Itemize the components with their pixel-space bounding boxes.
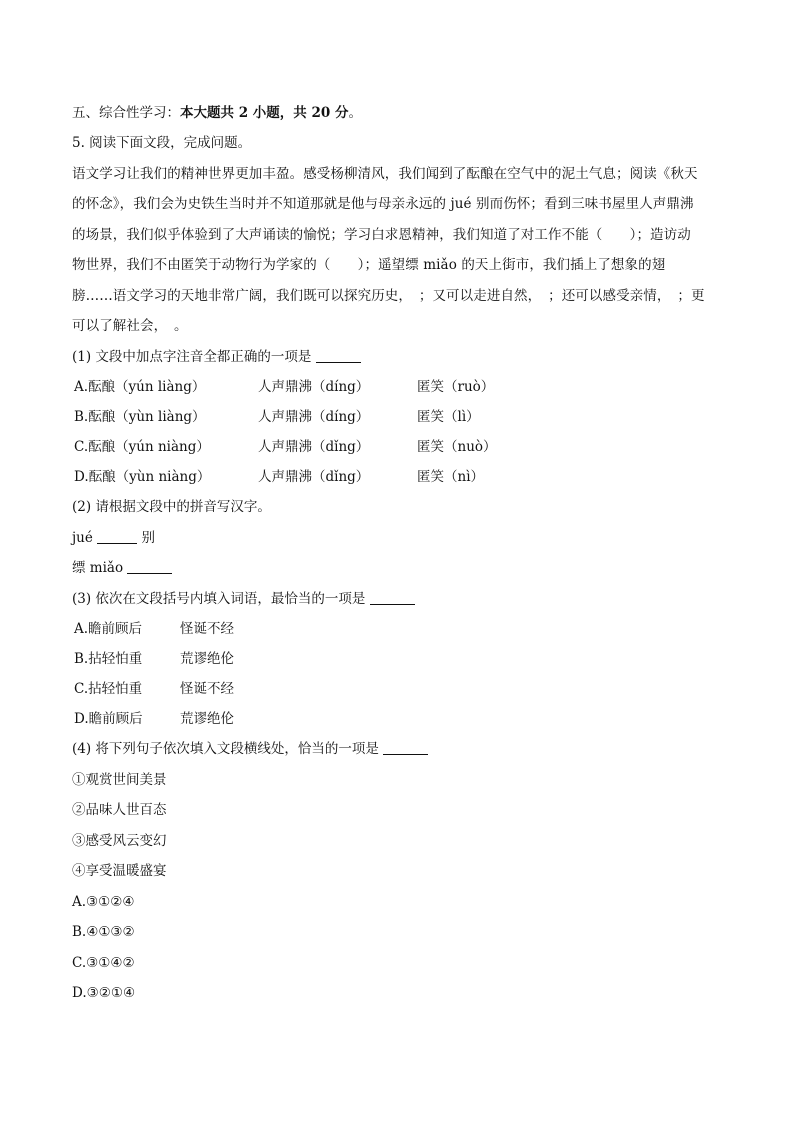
section-bold-text: 本大题共 2 小题，共 20 分 bbox=[180, 105, 349, 121]
answer-blank[interactable] bbox=[316, 348, 361, 363]
q4-stem: (4) 将下列句子依次填入文段横线处，恰当的一项是 bbox=[72, 734, 722, 765]
q2-item-jue: jué 别 bbox=[72, 529, 155, 546]
q4-option-a[interactable]: A.③①②④ bbox=[72, 893, 135, 910]
q1-option-c[interactable]: C.酝酿（yún niàng） 人声鼎沸（dǐng） 匿笑（nuò） bbox=[74, 439, 497, 455]
answer-blank[interactable] bbox=[383, 740, 428, 755]
passage-line: 膀……语文学习的天地非常广阔，我们既可以探究历史， ；又可以走进自然， ；还可以感受亲情， ；更 bbox=[72, 287, 705, 304]
answer-blank[interactable] bbox=[127, 559, 172, 574]
section-heading bbox=[72, 98, 722, 128]
q4-option-d[interactable]: D.③②①④ bbox=[72, 985, 136, 1001]
q4-sentence: ②品味人世百态 bbox=[72, 802, 167, 818]
q4-option-b[interactable]: B.④①③② bbox=[72, 924, 135, 940]
section-prefix: 五、综合性学习： bbox=[72, 105, 180, 121]
reading-passage bbox=[72, 159, 722, 342]
q1-option-b[interactable]: B.酝酿（yùn liàng） 人声鼎沸（díng） 匿笑（lì） bbox=[74, 409, 480, 425]
passage-line: 语文学习让我们的精神世界更加丰盈。感受杨柳清风，我们闻到了酝酿在空气中的泥土气息；阅读《秋天 bbox=[72, 165, 698, 182]
passage-line: 可以了解社会， 。 bbox=[72, 318, 188, 334]
q4-sentence: ③感受风云变幻 bbox=[72, 832, 167, 849]
q3-stem: (3) 依次在文段括号内填入词语，最恰当的一项是 bbox=[72, 584, 722, 615]
q2-stem: (2) 请根据文段中的拼音写汉字。 bbox=[72, 499, 271, 515]
q3-option-a[interactable]: A.瞻前顾后 怪诞不经 bbox=[74, 621, 234, 637]
passage-line: 物世界，我们不由匿笑于动物行为学家的（ ）；遥望缥 miǎo 的天上街市，我们插上了想象的翅 bbox=[72, 257, 666, 273]
q4-sentence: ④享受温暖盛宴 bbox=[72, 863, 167, 879]
question-title: 5. 阅读下面文段，完成问题。 bbox=[72, 135, 252, 151]
q4-option-c[interactable]: C.③①④② bbox=[72, 954, 135, 971]
exam-page bbox=[72, 98, 722, 1009]
q2-item-miao: 缥 miǎo bbox=[72, 553, 722, 584]
q1-stem: (1) 文段中加点字注音全都正确的一项是 bbox=[72, 342, 722, 373]
q4-sentence: ①观赏世间美景 bbox=[72, 771, 167, 788]
q1-option-d[interactable]: D.酝酿（yùn niàng） 人声鼎沸（dǐng） 匿笑（nì） bbox=[74, 469, 485, 485]
q3-option-d[interactable]: D.瞻前顾后 荒谬绝伦 bbox=[74, 711, 234, 727]
q3-option-b[interactable]: B.拈轻怕重 荒谬绝伦 bbox=[74, 651, 234, 667]
q3-option-c[interactable]: C.拈轻怕重 怪诞不经 bbox=[74, 681, 234, 697]
q1-option-a[interactable]: A.酝酿（yún liàng） 人声鼎沸（díng） 匿笑（ruò） bbox=[74, 379, 495, 395]
passage-line: 的场景，我们似乎体验到了大声诵读的愉悦；学习白求恩精神，我们知道了对工作不能（ ）；造访动 bbox=[72, 226, 691, 243]
passage-line: 的怀念》，我们会为史铁生当时并不知道那就是他与母亲永远的 jué 别而伤怀；看到三味书屋里人声鼎沸 bbox=[72, 196, 694, 212]
answer-blank[interactable] bbox=[370, 590, 415, 605]
section-suffix: 。 bbox=[348, 105, 362, 121]
answer-blank[interactable] bbox=[97, 529, 137, 544]
